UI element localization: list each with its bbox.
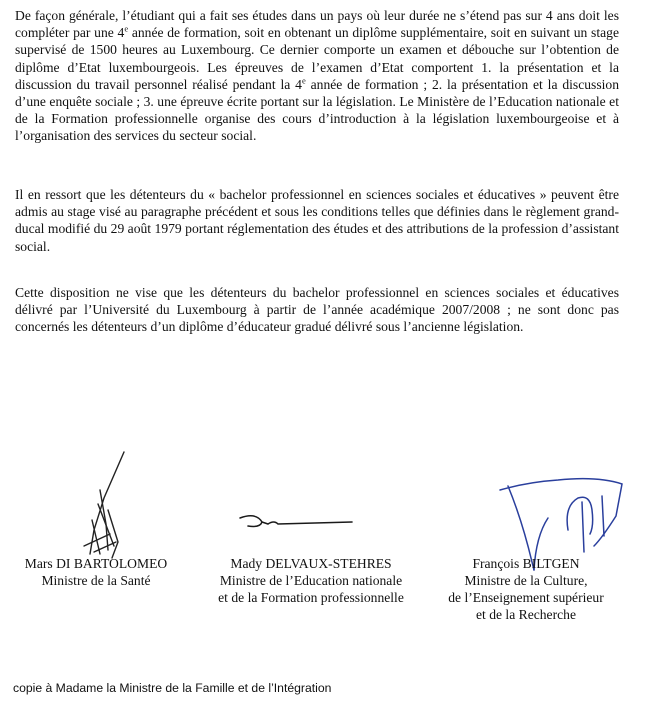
ordinal-superscript: e xyxy=(301,75,306,86)
signatory-name: Mars DI BARTOLOMEO xyxy=(24,556,168,571)
signatory-block-sante xyxy=(11,555,181,589)
paragraph-2: Il en ressort que les détenteurs du « bachelor professionnel en sciences sociales et éducatives » peuvent être admis au stage visé au paragraphe précédent et sous les conditions telles que définies dans le règlement grand-ducal modifié du 29 août 1979 portant réglementation des études et des attributions de la profession d’assistant social. xyxy=(15,187,619,254)
signatory-title: et de la Recherche xyxy=(475,607,576,622)
paragraph-3: Cette disposition ne vise que les détenteurs du bachelor professionnel en sciences sociales et éducatives délivré par l’Université du Luxembourg à partir de l’année académique 2007/2008 ; ne sont donc pas concernés les détenteurs d’un diplôme d’éducateur gradué délivré sous l’ancienne législation. xyxy=(15,285,619,335)
signatory-title: Ministre de la Culture, xyxy=(464,573,588,588)
ordinal-superscript: e xyxy=(124,23,129,34)
paragraph-1-text-b: année de formation, soit en obtenant un diplôme supplémentaire, soit en suivant un stage supervisé de 1500 heures au Luxembourg. Ce dernier comporte un examen et débouche sur l’obtention de diplôme d’Etat luxembourgeois. Les épreuves de l’examen d’Etat comportent 1. la présentation et la discussion du travail personnel réalisé pendant la 4 xyxy=(15,25,619,92)
signatory-block-education xyxy=(196,555,426,606)
signature-di-bartolomeo xyxy=(70,450,130,560)
signatory-title: Ministre de l’Education nationale xyxy=(219,573,403,588)
paragraph-1 xyxy=(15,7,619,145)
signatory-name: François BILTGEN xyxy=(472,556,580,571)
paragraph-1-text-c: année de formation ; 2. la présentation et la discussion d’une enquête sociale ; 3. une épreuve écrite portant sur la législation. Le Ministère de l’Education nationale et de la Formation professionnelle organise des cours d’introduction à la législation luxembourgeoise et à l’organisation des services du secteur social. xyxy=(15,76,619,144)
signatory-title: et de la Formation professionnelle xyxy=(218,590,404,605)
signatory-title: Ministre de la Santé xyxy=(41,573,151,588)
copy-note: copie à Madame la Ministre de la Famille et de l’Intégration xyxy=(13,681,332,695)
signatory-block-culture xyxy=(428,555,624,623)
signature-delvaux-stehres xyxy=(238,510,358,534)
paragraph-1-text-a: De façon générale, l’étudiant qui a fait ses études dans un pays où leur durée ne s’étend pas sur 4 ans doit les compléter par une 4 xyxy=(15,8,619,41)
signatory-name: Mady DELVAUX-STEHRES xyxy=(230,556,392,571)
signatory-title: de l’Enseignement supérieur xyxy=(448,590,604,605)
